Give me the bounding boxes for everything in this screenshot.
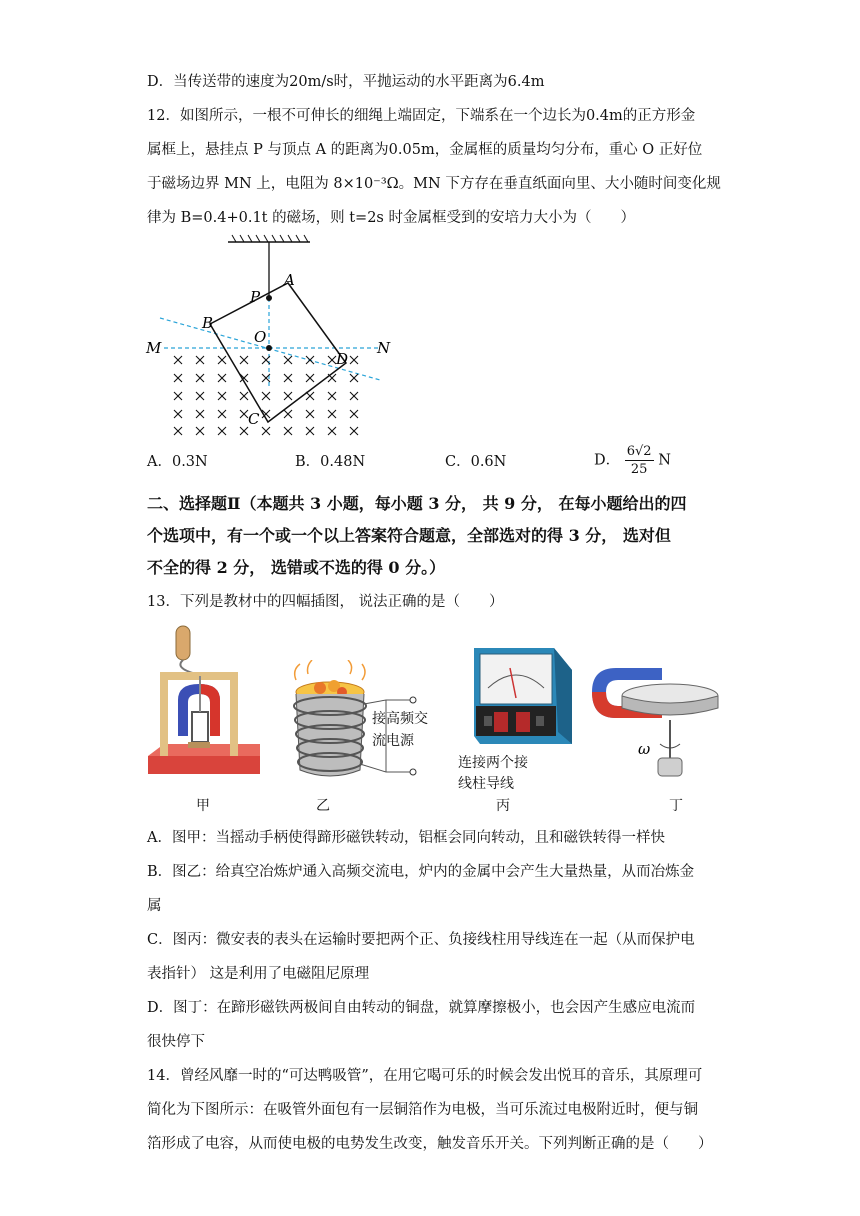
label-a: A (284, 271, 295, 289)
caption-yi: 乙 (316, 798, 330, 814)
fraction-denominator: 25 (630, 462, 648, 477)
q12-option-d-unit: N (658, 452, 671, 469)
section2-line-2: 个选项中，有一个或一个以上答案符合题意，全部选对的得 3 分， 选对但 (147, 526, 671, 545)
fig-bing-text-1: 连接两个接 (458, 755, 528, 771)
q13-option-d-line-1: D．图丁：在蹄形磁铁两极间自由转动的铜盘，就算摩擦极小，也会因产生感应电流而 (147, 1000, 696, 1016)
q12-line-3: 于磁场边界 MN 上，电阻为 8×10⁻³Ω。MN 下方存在垂直纸面向里、大小随时间变化规 (147, 176, 721, 192)
q13-stem: 13．下列是教材中的四幅插图， 说法正确的是（ ） (147, 594, 504, 610)
caption-bing: 丙 (496, 798, 510, 814)
omega-symbol: ω (638, 740, 651, 758)
label-b: B (202, 314, 214, 332)
label-c: C (248, 410, 260, 428)
q12-option-d-prefix: D． (594, 452, 621, 469)
q14-line-2: 简化为下图所示：在吸管外面包有一层铜箔作为电极，当可乐流过电极附近时，便与铜 (147, 1102, 698, 1118)
q12-option-c: C．0.6N (445, 454, 507, 470)
q12-line-1: 12．如图所示，一根不可伸长的细绳上端固定，下端系在一个边长为0.4m的正方形金 (147, 108, 696, 124)
figure-jia-rotating-magnet (144, 624, 264, 784)
q13-option-c-line-1: C．图丙：微安表的表头在运输时要把两个正、负接线柱用导线连在一起（从而保护电 (147, 932, 695, 948)
label-d: D (336, 350, 349, 368)
caption-jia: 甲 (196, 798, 210, 814)
caption-ding: 丁 (669, 798, 683, 814)
q13-option-b-line-1: B．图乙：给真空冶炼炉通入高频交流电，炉内的金属中会产生大量热量，从而冶炼金 (147, 864, 695, 880)
q14-line-1: 14．曾经风靡一时的“可达鸭吸管”，在用它喝可乐的时候会发出悦耳的音乐，其原理可 (147, 1068, 703, 1084)
q13-option-b-line-2: 属 (147, 898, 162, 914)
label-p: P (250, 288, 261, 306)
section2-line-1: 二、选择题Ⅱ（本题共 3 小题，每小题 3 分， 共 9 分， 在每小题给出的四 (147, 494, 687, 513)
q13-option-d-line-2: 很快停下 (147, 1034, 205, 1050)
q14-line-3: 箔形成了电容，从而使电极的电势发生改变，触发音乐开关。下列判断正确的是（ ） (147, 1136, 713, 1152)
q12-option-d (594, 443, 671, 478)
q12-option-b: B．0.48N (295, 454, 366, 470)
fig-yi-text-2: 流电源 (372, 733, 414, 749)
figure-bing-microammeter (460, 642, 580, 750)
figure-ding-copper-disk (586, 660, 726, 785)
q12-option-a: A．0.3N (147, 454, 208, 470)
q11-option-d: D．当传送带的速度为20m/s时，平抛运动的水平距离为6.4m (147, 74, 545, 90)
fig-yi-text-1: 接高频交 (372, 711, 428, 727)
q12-option-d-fraction (625, 443, 654, 478)
fig-bing-text-2: 线柱导线 (458, 776, 514, 792)
q12-magnetic-field-figure (140, 232, 400, 442)
q12-line-2: 属框上，悬挂点 P 与顶点 A 的距离为0.05m，金属框的质量均匀分布，重心 O 正好位 (147, 142, 703, 158)
label-o: O (254, 328, 267, 346)
q13-option-c-line-2: 表指针） 这是利用了电磁阻尼原理 (147, 966, 370, 982)
label-n: N (377, 339, 391, 357)
section2-line-3: 不全的得 2 分， 选错或不选的得 0 分。） (147, 558, 446, 577)
q13-option-a: A．图甲：当摇动手柄使得蹄形磁铁转动，铝框会同向转动，且和磁铁转得一样快 (147, 830, 665, 846)
label-m: M (146, 339, 162, 357)
fraction-numerator: 6√2 (626, 444, 652, 459)
q12-line-4: 律为 B=0.4+0.1t 的磁场，则 t=2s 时金属框受到的安培力大小为（ ） (147, 210, 635, 226)
